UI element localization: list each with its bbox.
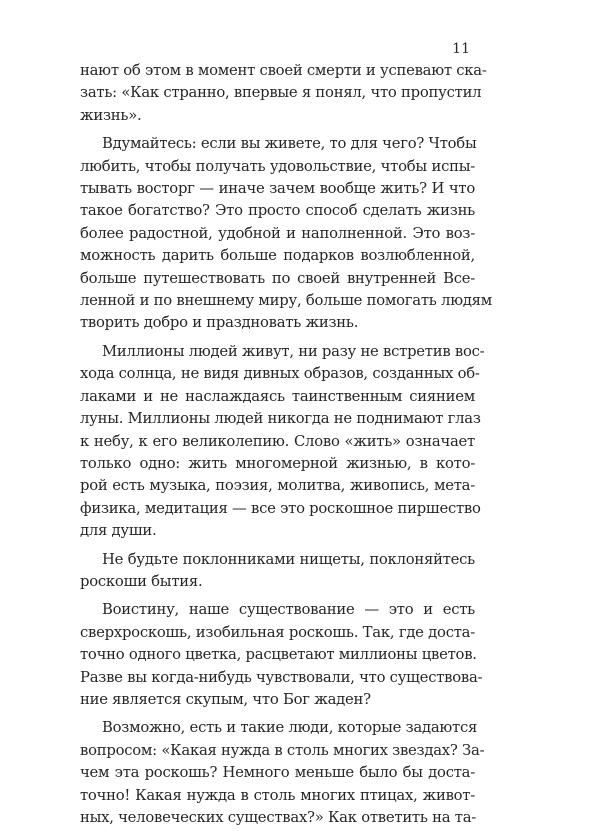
text-line: к небу, к его великолепию. Слово «жить» означает bbox=[80, 432, 475, 450]
text-line: точно одного цветка, расцветают миллионы цветов. bbox=[80, 646, 477, 664]
text-line: луны. Миллионы людей никогда не поднимают глаз bbox=[80, 410, 481, 428]
text-line: физика, медитация — все это роскошное пиршество bbox=[80, 499, 481, 517]
text-line: Не будьте поклонниками нищеты, поклоняйтесь bbox=[102, 550, 475, 568]
text-line: для души. bbox=[80, 522, 157, 540]
text-line: хода солнца, не видя дивных образов, созданных об- bbox=[80, 365, 480, 383]
text-line: зать: «Как странно, впервые я понял, что пропустил bbox=[80, 84, 482, 102]
paragraph bbox=[80, 599, 483, 711]
text-line: нают об этом в момент своей смерти и успевают ска- bbox=[80, 62, 487, 79]
text-line: Воистину, наше существование — это и есть bbox=[102, 601, 475, 619]
paragraph bbox=[80, 717, 485, 829]
paragraph bbox=[80, 341, 485, 543]
text-line: любить, чтобы получать удовольствие, чтобы испы- bbox=[80, 157, 475, 175]
text-line: более радостной, удобной и наполненной. Это воз- bbox=[80, 224, 475, 242]
body-text bbox=[80, 60, 493, 835]
text-line: ленной и по внешнему миру, больше помогать людям bbox=[80, 292, 493, 310]
text-line: ных, человеческих существах?» Как ответить на та- bbox=[80, 809, 477, 826]
page-number: 11 bbox=[452, 41, 470, 57]
paragraph bbox=[80, 60, 487, 127]
paragraph bbox=[80, 549, 475, 594]
text-line: можность дарить больше подарков возлюбленной, bbox=[80, 247, 475, 265]
text-line: жизнь». bbox=[80, 106, 142, 124]
text-line: Вдумайтесь: если вы живете, то для чего? Чтобы bbox=[102, 135, 477, 153]
text-line: роскоши бытия. bbox=[80, 572, 203, 590]
text-line: Разве вы когда-нибудь чувствовали, что существова- bbox=[80, 668, 483, 686]
text-line: больше путешествовать по своей внутренней Всe- bbox=[80, 269, 475, 287]
paragraph bbox=[80, 133, 493, 335]
text-line: такое богатство? Это просто способ сделать жизнь bbox=[80, 202, 475, 220]
text-line: тывать восторг — иначе зачем вообще жить? И что bbox=[80, 180, 475, 198]
text-line: вопросом: «Какая нужда в столь многих звездах? За- bbox=[80, 741, 485, 759]
text-line: Миллионы людей живут, ни разу не встретив вос- bbox=[102, 342, 485, 360]
text-line: ние является скупым, что Бог жаден? bbox=[80, 690, 371, 708]
text-line: чем эта роскошь? Немного меньше было бы доста- bbox=[80, 764, 475, 782]
text-line: творить добро и праздновать жизнь. bbox=[80, 314, 359, 332]
text-line: лаками и не наслаждаясь таинственным сиянием bbox=[80, 387, 475, 405]
text-line: Возможно, есть и такие люди, которые задаются bbox=[102, 719, 478, 737]
text-line: только одно: жить многомерной жизнью, в кото- bbox=[80, 454, 475, 472]
text-line: сверхроскошь, изобильная роскошь. Так, где доста- bbox=[80, 623, 475, 641]
text-line: точно! Какая нужда в столь многих птицах, живот- bbox=[80, 786, 475, 804]
text-line: рой есть музыка, поэзия, молитва, живопись, мета- bbox=[80, 477, 475, 495]
